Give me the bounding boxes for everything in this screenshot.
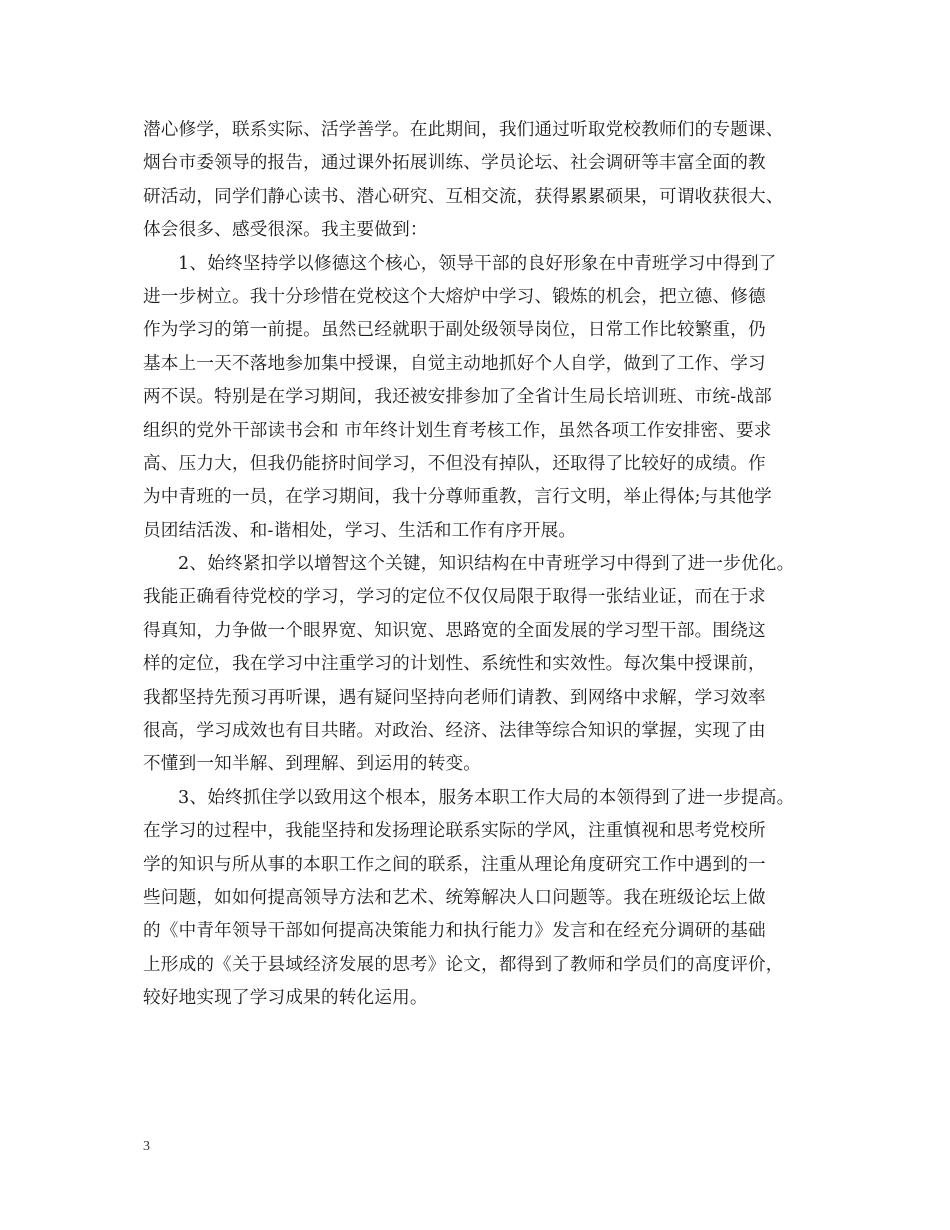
text-line: 烟台市委领导的报告，通过课外拓展训练、学员论坛、社会调研等丰富全面的教	[143, 153, 766, 174]
text-line: 组织的党外干部读书会和 市年终计划生育考核工作，虽然各项工作安排密、要求	[143, 420, 772, 441]
document-body	[143, 114, 823, 1016]
text-line: 两不误。特别是在学习期间，我还被安排参加了全省计生局长培训班、市统-战部	[143, 387, 772, 408]
text-line: 员团结活泼、和-谐相处，学习、生活和工作有序开展。	[143, 520, 577, 541]
paragraph-2-first-line: 2、始终紧扣学以增智这个关键，知识结构在中青班学习中得到了进一步优化。	[178, 554, 795, 575]
text-line: 作为学习的第一前提。虽然已经就职于副处级领导岗位，日常工作比较繁重，仍	[143, 320, 766, 341]
text-line: 很高，学习成效也有目共睹。对政治、经济、法律等综合知识的掌握，实现了由	[143, 721, 766, 742]
text-line: 我能正确看待党校的学习，学习的定位不仅仅局限于取得一张结业证，而在于求	[143, 587, 766, 608]
text-line: 得真知，力争做一个眼界宽、知识宽、思路宽的全面发展的学习型干部。围绕这	[143, 620, 766, 641]
text-line: 较好地实现了学习成果的转化运用。	[143, 988, 428, 1009]
text-line: 学的知识与所从事的本职工作之间的联系，注重从理论角度研究工作中遇到的一	[143, 854, 766, 875]
text-line: 体会很多、感受很深。我主要做到：	[143, 220, 428, 241]
text-line: 不懂到一知半解、到理解、到运用的转变。	[143, 754, 482, 775]
paragraph-3-first-line: 3、始终抓住学以致用这个根本，服务本职工作大局的本领得到了进一步提高。	[178, 787, 795, 808]
text-line: 研活动，同学们静心读书、潜心研究、互相交流，获得累累硕果，可谓收获很大、	[143, 186, 784, 207]
text-line: 为中青班的一员，在学习期间，我十分尊师重教，言行文明，举止得体;与其他学	[143, 487, 772, 508]
text-line: 潜心修学，联系实际、活学善学。在此期间，我们通过听取党校教师们的专题课、	[143, 120, 784, 140]
text-line: 进一步树立。我十分珍惜在党校这个大熔炉中学习、锻炼的机会，把立德、修德	[143, 286, 766, 307]
text-line: 些问题，如如何提高领导方法和艺术、统筹解决人口问题等。我在班级论坛上做	[143, 887, 766, 908]
text-line: 我都坚持先预习再听课，遇有疑问坚持向老师们请教、到网络中求解，学习效率	[143, 687, 766, 708]
paragraph-1-first-line: 1、始终坚持学以修德这个核心，领导干部的良好形象在中青班学习中得到了	[178, 253, 777, 274]
text-line: 样的定位，我在学习中注重学习的计划性、系统性和实效性。每次集中授课前，	[143, 654, 766, 675]
text-line: 基本上一天不落地参加集中授课，自觉主动地抓好个人自学，做到了工作、学习	[143, 353, 766, 374]
text-line: 上形成的《关于县域经济发展的思考》论文，都得到了教师和学员们的高度评价，	[143, 954, 784, 975]
page-number: 3	[143, 1139, 150, 1154]
text-line: 在学习的过程中，我能坚持和发扬理论联系实际的学风，注重慎视和思考党校所	[143, 821, 766, 842]
text-line: 高、压力大，但我仍能挤时间学习，不但没有掉队，还取得了比较好的成绩。作	[143, 453, 766, 474]
text-line: 的《中青年领导干部如何提高决策能力和执行能力》发言和在经充分调研的基础	[143, 921, 766, 942]
